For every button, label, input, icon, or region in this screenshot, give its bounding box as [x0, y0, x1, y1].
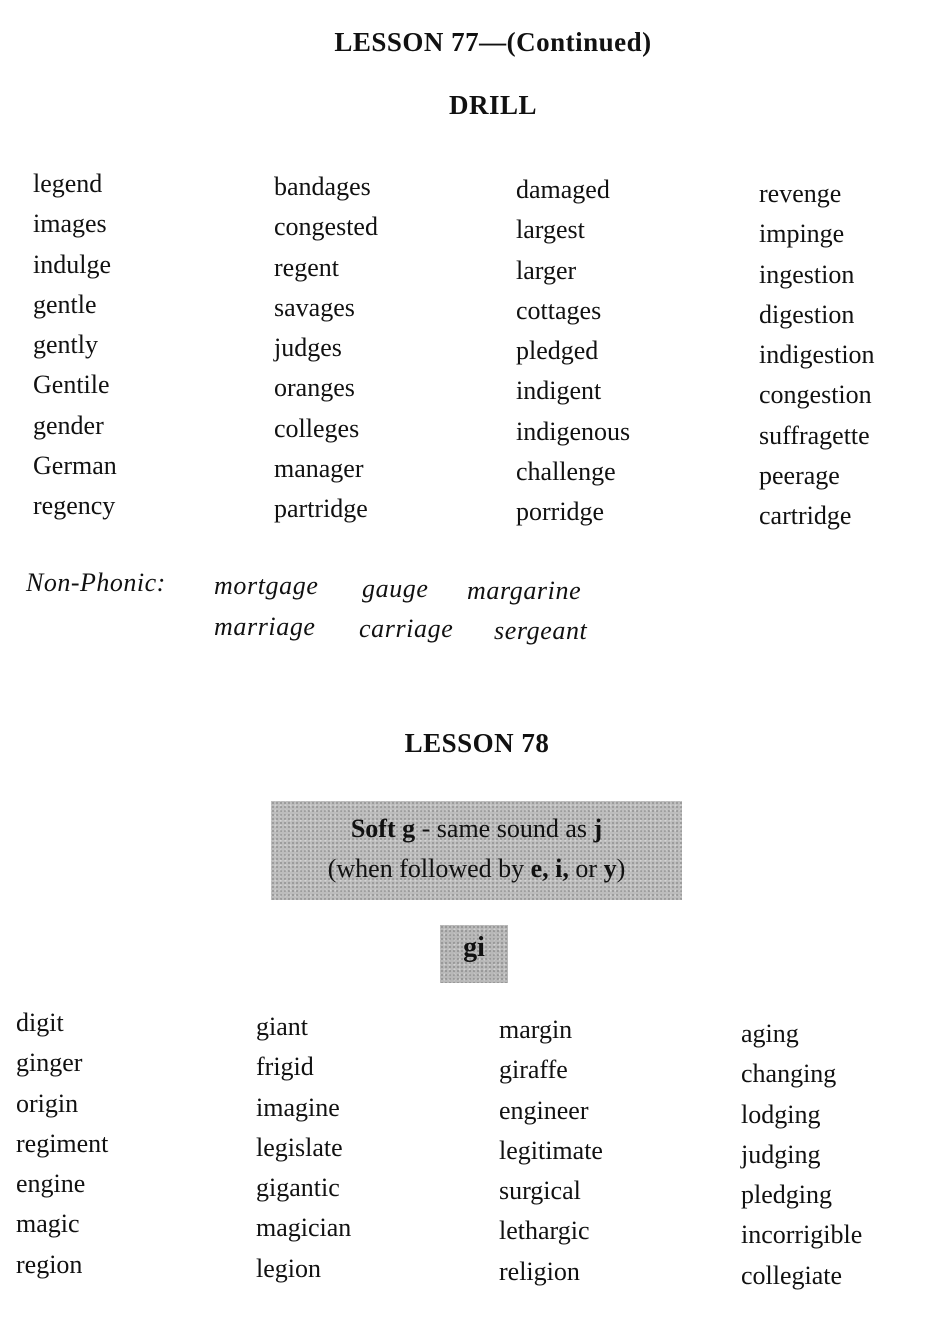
- word: revenge: [759, 179, 842, 208]
- word: legitimate: [499, 1135, 603, 1165]
- word: indulge: [33, 249, 111, 279]
- drill-heading: DRILL: [448, 90, 538, 120]
- rule-or-text: or: [568, 854, 604, 883]
- word: religion: [499, 1256, 580, 1286]
- word: judges: [274, 333, 342, 363]
- word: imagine: [256, 1092, 340, 1122]
- non-phonic-label: Non-Phonic:: [26, 568, 166, 597]
- soft-g-rule-box: [271, 801, 682, 900]
- word-column-2: [274, 167, 378, 530]
- word: pledged: [516, 336, 599, 366]
- gi-pattern-box: gi: [440, 925, 508, 983]
- word-column-1: [33, 164, 117, 527]
- rule-letters: e, i,: [530, 854, 569, 883]
- word: suffragette: [759, 420, 870, 450]
- word-column-4: [741, 1014, 862, 1296]
- word: aging: [741, 1019, 799, 1048]
- word: images: [33, 209, 107, 239]
- rule-open-text: (when followed by: [327, 854, 531, 883]
- rule-line-1: [271, 809, 682, 849]
- word-column-3: [516, 170, 630, 533]
- word: engineer: [499, 1095, 589, 1125]
- rule-term: Soft g: [350, 814, 416, 843]
- word: legion: [256, 1253, 321, 1283]
- word: region: [16, 1249, 83, 1279]
- word: giraffe: [499, 1055, 568, 1085]
- word: engine: [16, 1169, 86, 1199]
- word: frigid: [256, 1052, 314, 1082]
- word: legend: [33, 169, 103, 198]
- word: indigestion: [759, 340, 875, 370]
- word: damaged: [516, 175, 610, 204]
- word: regency: [33, 491, 116, 521]
- word: Gentile: [33, 370, 110, 400]
- word: manager: [274, 454, 364, 484]
- word: gently: [33, 330, 98, 360]
- rule-close-text: ): [616, 854, 626, 883]
- word: magic: [16, 1209, 80, 1239]
- word: digestion: [759, 299, 855, 329]
- word: collegiate: [741, 1260, 843, 1290]
- word: partridge: [274, 494, 368, 524]
- word: magician: [256, 1213, 352, 1243]
- rule-sound: j: [593, 814, 603, 843]
- word: bandages: [274, 172, 371, 201]
- word: lethargic: [499, 1216, 590, 1246]
- lesson-77-word-grid: [0, 164, 946, 544]
- word: gentle: [33, 289, 97, 319]
- word: porridge: [516, 497, 605, 527]
- word: larger: [516, 255, 577, 285]
- word: origin: [16, 1088, 79, 1118]
- non-phonic-word: marriage: [214, 612, 316, 641]
- rule-mid-text: - same sound as: [415, 814, 594, 843]
- rule-last-letter: y: [603, 854, 617, 883]
- word: gigantic: [256, 1173, 340, 1203]
- word: judging: [741, 1139, 821, 1169]
- lesson-78-word-grid: [0, 1003, 946, 1303]
- non-phonic-word: carriage: [359, 614, 454, 643]
- word: peerage: [759, 461, 840, 491]
- word: impinge: [759, 219, 845, 249]
- word: pledging: [741, 1180, 832, 1210]
- word: savages: [274, 292, 355, 322]
- word: ingestion: [759, 259, 855, 289]
- word: margin: [499, 1015, 573, 1044]
- word-column-4: [759, 174, 875, 537]
- word: lodging: [741, 1099, 821, 1129]
- word: cartridge: [759, 501, 852, 531]
- word: indigent: [516, 376, 602, 406]
- word: congestion: [759, 380, 872, 410]
- word-column-1: [16, 1003, 108, 1285]
- word: cottages: [516, 295, 602, 325]
- word: ginger: [16, 1048, 83, 1078]
- lesson-77-title: LESSON 77—(Continued): [334, 27, 652, 57]
- word: colleges: [274, 413, 360, 443]
- word: challenge: [516, 457, 616, 487]
- word: regent: [274, 252, 339, 282]
- word: giant: [256, 1012, 308, 1041]
- non-phonic-word: gauge: [362, 574, 429, 603]
- word: surgical: [499, 1176, 581, 1206]
- word-column-3: [499, 1010, 603, 1292]
- non-phonic-word: sergeant: [494, 616, 588, 645]
- word: congested: [274, 212, 378, 242]
- word: incorrigible: [741, 1220, 863, 1250]
- word-column-2: [256, 1007, 351, 1289]
- non-phonic-word: mortgage: [214, 571, 319, 600]
- non-phonic-word: margarine: [467, 576, 582, 605]
- word: oranges: [274, 373, 355, 403]
- word: gender: [33, 410, 104, 440]
- word: legislate: [256, 1132, 343, 1162]
- word: largest: [516, 215, 585, 245]
- word: German: [33, 451, 117, 481]
- word: regiment: [16, 1128, 109, 1158]
- rule-line-2: [271, 849, 682, 889]
- word: indigenous: [516, 416, 631, 446]
- word: digit: [16, 1008, 64, 1037]
- lesson-78-title: LESSON 78: [404, 728, 550, 758]
- word: changing: [741, 1059, 837, 1089]
